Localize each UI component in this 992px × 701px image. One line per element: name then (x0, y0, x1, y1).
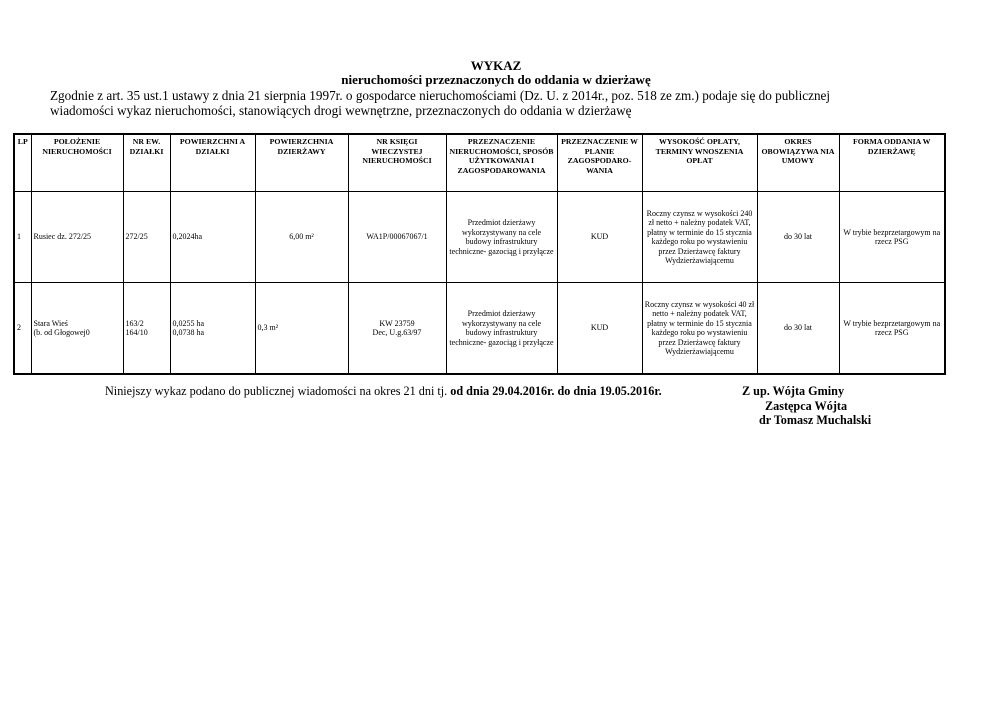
location-line: Stara Wieś (33, 318, 68, 328)
table-row (14, 192, 945, 283)
property-table (13, 133, 946, 375)
intro-line-2: wiadomości wykaz nieruchomości, stanowiących drogi wewnętrzne, przeznaczonych do oddania w dzierżawę (50, 103, 632, 118)
table-header-row (14, 134, 945, 192)
cell-parcel-no (123, 283, 170, 375)
intro-paragraph (50, 88, 930, 118)
signature-line-2: Zastępca Wójta (765, 398, 848, 413)
parcel-no-line: 164/10 (125, 328, 148, 337)
intro-line-1: Zgodnie z art. 35 ust.1 ustawy z dnia 21 sierpnia 1997r. o gospodarce nieruchomościami (Dz. U. z 2014r., poz. 518 ze zm.) podaje się do publicznej (50, 88, 831, 103)
land-register-line: Dec, U.g.63/97 (372, 328, 422, 337)
cell-period: do 30 lat (757, 192, 839, 283)
cell-lp: 1 (14, 192, 31, 283)
cell-location: Rusiec dz. 272/25 (31, 192, 123, 283)
cell-purpose: Przedmiot dzierżawy wykorzystywany na cele budowy infrastruktury techniczne- gazociąg i przyłącze (446, 192, 557, 283)
column-header-parcel-area: POWIERZCHNI A DZIAŁKI (170, 134, 255, 192)
cell-lease-area: 0,3 m² (255, 283, 348, 375)
cell-land-register: WA1P/00067067/1 (348, 192, 446, 283)
document-subtitle: nieruchomości przeznaczonych do oddania w dzierżawę (341, 72, 651, 87)
column-header-land-register: NR KSIĘGI WIECZYSTEJ NIERUCHOMOŚCI (348, 134, 446, 192)
column-header-fee: WYSOKOŚĆ OPŁATY, TERMINY WNOSZENIA OPŁAT (642, 134, 757, 192)
signature-line-1: Z up. Wójta Gminy (742, 384, 845, 398)
location-line: (b. od Głogowej0 (33, 328, 90, 337)
cell-parcel-no: 272/25 (123, 192, 170, 283)
column-header-lp: LP (14, 134, 31, 192)
column-header-lease-area: POWIERZCHNIA DZIERŻAWY (255, 134, 348, 192)
cell-lp: 2 (14, 283, 31, 375)
parcel-area-line: 0,0255 ha (172, 318, 205, 328)
cell-fee: Roczny czynsz w wysokości 40 zł netto + należny podatek VAT, płatny w terminie do 15 stycznia każdego roku po wystawieniu przez Dzierżawcę faktury Wydzierżawiającemu (642, 283, 757, 375)
cell-location (31, 283, 123, 375)
column-header-parcel-no: NR EW. DZIAŁKI (123, 134, 170, 192)
land-register-line: KW 23759 (379, 318, 415, 328)
cell-fee: Roczny czynsz w wysokości 240 zł netto + należny podatek VAT, płatny w terminie do 15 stycznia każdego roku po wystawieniu przez Dzierżawcę faktury Wydzierżawiającemu (642, 192, 757, 283)
cell-plan: KUD (557, 283, 642, 375)
parcel-area-line: 0,0738 ha (172, 328, 205, 337)
column-header-period: OKRES OBOWIĄZYWA NIA UMOWY (757, 134, 839, 192)
cell-form: W trybie bezprzetargowym na rzecz PSG (839, 192, 945, 283)
publication-notice (105, 384, 662, 399)
table-row (14, 283, 945, 375)
cell-purpose: Przedmiot dzierżawy wykorzystywany na cele budowy infrastruktury techniczne- gazociąg i przyłącze (446, 283, 557, 375)
cell-period: do 30 lat (757, 283, 839, 375)
column-header-purpose: PRZEZNACZENIE NIERUCHOMOŚCI, SPOSÓB UŻYTKOWANIA I ZAGOSPODAROWANIA (446, 134, 557, 192)
cell-lease-area: 6,00 m² (255, 192, 348, 283)
signature-block (738, 384, 898, 428)
column-header-form: FORMA ODDANIA W DZIERŻAWĘ (839, 134, 945, 192)
cell-parcel-area (170, 283, 255, 375)
column-header-location: POŁOŻENIE NIERUCHOMOŚCI (31, 134, 123, 192)
cell-land-register (348, 283, 446, 375)
cell-form: W trybie bezprzetargowym na rzecz PSG (839, 283, 945, 375)
notice-text: Niniejszy wykaz podano do publicznej wiadomości na okres 21 dni tj. (105, 384, 448, 398)
signature-line-3: dr Tomasz Muchalski (759, 413, 872, 427)
cell-plan: KUD (557, 192, 642, 283)
cell-parcel-area: 0,2024ha (170, 192, 255, 283)
notice-dates: od dnia 29.04.2016r. do dnia 19.05.2016r. (450, 384, 662, 398)
document-title: WYKAZ (470, 58, 522, 73)
column-header-plan: PRZEZNACZENIE W PLANIE ZAGOSPODARO-WANIA (557, 134, 642, 192)
parcel-no-line: 163/2 (125, 318, 144, 328)
